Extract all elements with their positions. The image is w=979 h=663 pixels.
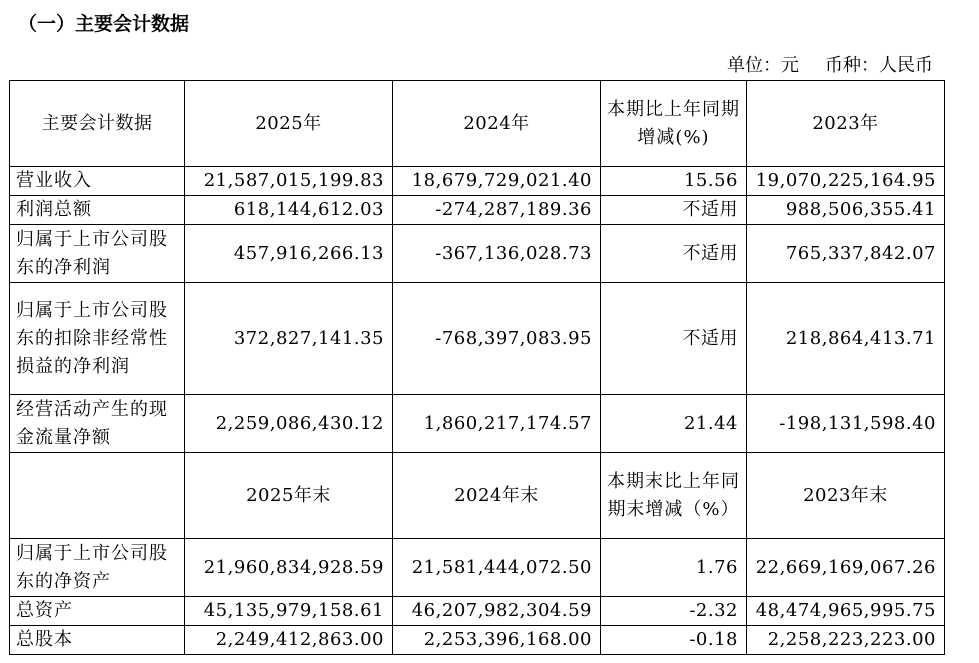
row-label: 总股本 xyxy=(10,626,185,655)
header-cell: 2024年末 xyxy=(393,453,601,539)
row-label: 归属于上市公司股东的净资产 xyxy=(10,539,185,597)
header-row xyxy=(10,453,945,539)
table-row xyxy=(10,196,945,225)
cell-2025: 372,827,141.35 xyxy=(185,283,393,395)
header-cell: 本期末比上年同期末增减（%） xyxy=(601,453,747,539)
header-cell: 2025年末 xyxy=(185,453,393,539)
cell-2025: 2,259,086,430.12 xyxy=(185,395,393,453)
header-cell: 2023年 xyxy=(747,81,945,167)
row-label: 经营活动产生的现金流量净额 xyxy=(10,395,185,453)
header-cell: 2024年 xyxy=(393,81,601,167)
cell-2025: 618,144,612.03 xyxy=(185,196,393,225)
cell-2023-end: 48,474,965,995.75 xyxy=(747,597,945,626)
section-title: （一）主要会计数据 xyxy=(18,13,190,35)
cell-2024-end: 2,253,396,168.00 xyxy=(393,626,601,655)
unit-currency-line xyxy=(727,54,933,78)
table-row xyxy=(10,626,945,655)
cell-2024: -367,136,028.73 xyxy=(393,225,601,283)
table-row xyxy=(10,597,945,626)
cell-2023: 218,864,413.71 xyxy=(747,283,945,395)
cell-2024: -274,287,189.36 xyxy=(393,196,601,225)
cell-2023: 765,337,842.07 xyxy=(747,225,945,283)
cell-change: -2.32 xyxy=(601,597,747,626)
row-label: 利润总额 xyxy=(10,196,185,225)
cell-2025-end: 21,960,834,928.59 xyxy=(185,539,393,597)
cell-2024-end: 46,207,982,304.59 xyxy=(393,597,601,626)
cell-2025-end: 45,135,979,158.61 xyxy=(185,597,393,626)
header-cell: 本期比上年同期增减(%) xyxy=(601,81,747,167)
table-row xyxy=(10,539,945,597)
cell-change: 不适用 xyxy=(601,225,747,283)
accounting-data-table xyxy=(9,80,945,655)
currency-label: 币种：人民币 xyxy=(825,55,933,76)
row-label: 总资产 xyxy=(10,597,185,626)
header-cell: 2025年 xyxy=(185,81,393,167)
cell-2023: -198,131,598.40 xyxy=(747,395,945,453)
cell-2025-end: 2,249,412,863.00 xyxy=(185,626,393,655)
unit-label: 单位：元 xyxy=(727,55,799,76)
cell-2023-end: 2,258,223,223.00 xyxy=(747,626,945,655)
header-cell: 2023年末 xyxy=(747,453,945,539)
cell-2023: 988,506,355.41 xyxy=(747,196,945,225)
cell-2024: 1,860,217,174.57 xyxy=(393,395,601,453)
header-row xyxy=(10,81,945,167)
cell-change: -0.18 xyxy=(601,626,747,655)
cell-change: 不适用 xyxy=(601,196,747,225)
cell-2024-end: 21,581,444,072.50 xyxy=(393,539,601,597)
cell-change: 15.56 xyxy=(601,167,747,196)
cell-2023-end: 22,669,169,067.26 xyxy=(747,539,945,597)
table-row xyxy=(10,167,945,196)
table-row xyxy=(10,283,945,395)
cell-2024: 18,679,729,021.40 xyxy=(393,167,601,196)
cell-2025: 457,916,266.13 xyxy=(185,225,393,283)
row-label: 归属于上市公司股东的扣除非经常性损益的净利润 xyxy=(10,283,185,395)
cell-2024: -768,397,083.95 xyxy=(393,283,601,395)
header-cell: 主要会计数据 xyxy=(10,81,185,167)
cell-change: 1.76 xyxy=(601,539,747,597)
cell-change: 21.44 xyxy=(601,395,747,453)
row-label: 营业收入 xyxy=(10,167,185,196)
cell-2023: 19,070,225,164.95 xyxy=(747,167,945,196)
row-label: 归属于上市公司股东的净利润 xyxy=(10,225,185,283)
table-row xyxy=(10,225,945,283)
table-row xyxy=(10,395,945,453)
cell-2025: 21,587,015,199.83 xyxy=(185,167,393,196)
header-cell xyxy=(10,453,185,539)
cell-change: 不适用 xyxy=(601,283,747,395)
